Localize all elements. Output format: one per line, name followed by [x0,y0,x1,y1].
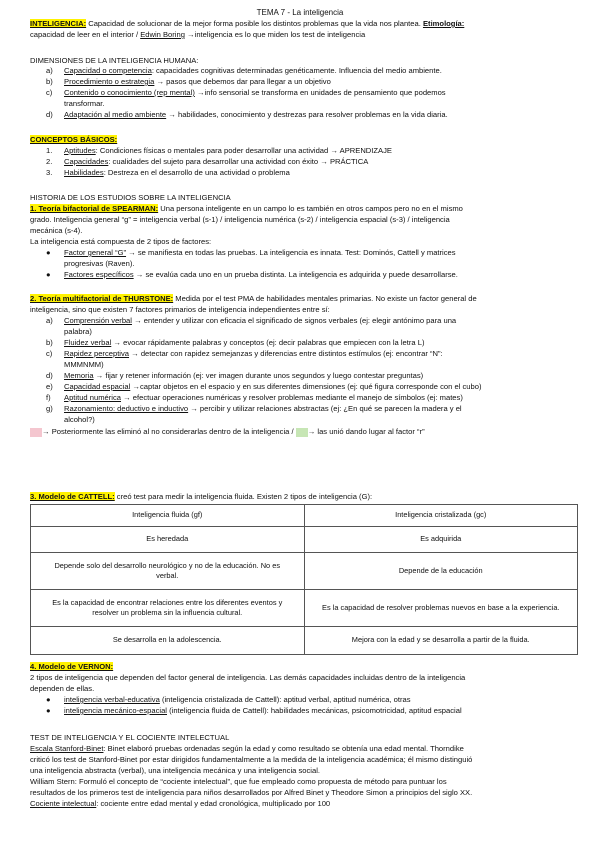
stanford-line-1 [30,744,578,755]
thurstone-item [64,393,576,404]
spearman-line-2: grado. Inteligencia general “g” = inteligencia verbal (s-1) / inteligencia numérica (s-2) / inteligencia espacial (s-3) / inteligencia [30,215,450,224]
thurstone-line-1 [30,294,578,305]
dimension-text: →info sensorial se transforma en unidades de pensamiento que podemos [194,88,446,97]
factor-term: Factores específicos [64,270,134,279]
basic-term: Habilidades [64,168,104,177]
spearman-line-1 [30,204,578,215]
list-marker: b) [46,77,53,86]
basic-term: Aptitudes [64,146,96,155]
stanford-term: Escala Stanford-Binet [30,744,104,753]
stanford-line-3: una inteligencia abstracta (verbal), una inteligencia mecánica y una inteligencia social. [30,766,320,775]
list-marker: 2. [46,157,53,166]
thurstone-text: Medida por el test PMA de habilidades mentales primarias. No existe un factor general de [173,294,477,303]
list-marker: d) [46,371,53,380]
vernon-text: (inteligencia cristalizada de Cattell): aptitud verbal, aptitud numérica, otras [159,695,411,704]
table-cell: Mejora con la edad y se desarrolla a partir de la fluida. [304,627,578,655]
list-marker: c) [46,88,53,97]
thurstone-item [64,349,576,360]
vernon-item [64,695,576,706]
thurstone-title: 2. Teoría multifactorial de THURSTONE: [30,294,174,303]
table-row [31,590,578,627]
thurstone-term: Comprensión verbal [64,316,132,325]
table-row [31,527,578,553]
thurstone-text: →captar objetos en el espacio y en sus diferentes dimensiones (ej: qué figura corresponde con el cubo) [130,382,482,391]
table-cell: Es la capacidad de resolver problemas nuevos en base a la experiencia. [304,590,578,627]
bullet: ● [46,248,51,257]
dimension-term: Capacidad o competencia [64,66,152,75]
list-marker: d) [46,110,53,119]
thurstone-item [64,404,576,415]
table-cell: Se desarrolla en la adolescencia. [31,627,305,655]
dimension-term: Procedimiento o estrategia [64,77,155,86]
thurstone-item [64,316,576,327]
thurstone-continuation: MMMNMM) [64,360,104,369]
later-text-2: → las unió dando lugar al factor “r” [307,427,425,436]
list-marker: f) [46,393,51,402]
table-row [31,553,578,590]
vernon-heading [30,662,578,673]
dimension-term: Adaptación al medio ambiente [64,110,167,119]
factor-text: → se evalúa cada uno en un prueba distinta. La inteligencia es adquirida y puede desarrollarse. [133,270,458,279]
stanford-line-2: criticó los test de Stanford-Binet por estar dirigidos fundamentalmente a la medida de la inteligencia académica; él mismo distinguió [30,755,473,764]
pink-swatch [30,428,42,437]
intro-line-1 [30,19,578,30]
dimension-text: : capacidades cognitivas determinadas genéticamente. Influencia del medio ambiente. [151,66,442,75]
thurstone-text: → efectuar operaciones numéricas y resolver problemas mediante el manejo de símbolos (ej: mates) [120,393,463,402]
factors-intro: La inteligencia está compuesta de 2 tipos de factores: [30,237,212,246]
dimension-item [64,88,576,99]
basic-text: : cualidades del sujeto para desarrollar una actividad con éxito → PRÁCTICA [108,157,369,166]
thurstone-term: Memoria [64,371,94,380]
spearman-title: 1. Teoría bifactorial de SPEARMAN: [30,204,159,213]
list-marker: 3. [46,168,53,177]
dimension-text: → habilidades, conocimiento y destrezas para resolver problemas en la vida diaria. [166,110,448,119]
basic-item [64,146,576,157]
vernon-line-1: 2 tipos de inteligencia que dependen del factor general de inteligencia. Las demás capacidades incluidas dentro de la inteligencia [30,673,466,682]
dimension-item [64,110,576,121]
thurstone-item [64,382,576,393]
vernon-term: inteligencia mecánico-espacial [64,706,167,715]
intelligence-term: INTELIGENCIA: [30,19,87,28]
dimension-text: → pasos que debemos dar para llegar a un objetivo [154,77,331,86]
ci-term: Cociente intelectual [30,799,97,808]
cattell-title: 3. Modelo de CATTELL: [30,492,115,501]
basic-item [64,157,576,168]
etymology-text: capacidad de leer en el interior / [30,30,141,39]
vernon-text: (inteligencia fluida de Cattell): habilidades mecánicas, psicomotricidad, aptitud espacial [167,706,462,715]
boring-text: →inteligencia es lo que miden los test de inteligencia [184,30,366,39]
thurstone-item [64,371,576,382]
thurstone-term: Fluidez verbal [64,338,112,347]
stanford-text: : Binet elaboró pruebas ordenadas según la edad y como resultado se obtenía una edad mental. Thorndike [103,744,464,753]
thurstone-term: Aptitud numérica [64,393,121,402]
factor-item [64,248,576,259]
spearman-text: Una persona inteligente en un campo lo es también en otros campos pero no en el mismo [158,204,463,213]
basics-heading-text: CONCEPTOS BÁSICOS: [30,135,118,144]
list-marker: c) [46,349,53,358]
dimension-continuation: transformar. [64,99,105,108]
list-marker: 1. [46,146,53,155]
ci-line [30,799,578,810]
table-cell: Inteligencia fluida (gf) [31,505,305,527]
basic-text: : Condiciones físicas o mentales para poder desarrollar una actividad → APRENDIZAJE [95,146,392,155]
history-heading: HISTORIA DE LOS ESTUDIOS SOBRE LA INTELIGENCIA [30,193,231,202]
thurstone-later-line [30,427,578,438]
table-cell: Depende solo del desarrollo neurológico y no de la educación. No es verbal. [31,553,305,590]
spearman-line-3: mecánica (s-4). [30,226,83,235]
basic-text: : Destreza en el desarrollo de una actividad o problema [103,168,290,177]
thurstone-text: → fijar y retener información (ej: ver imagen durante unos segundos y luego contestar preguntas) [93,371,424,380]
list-marker: a) [46,316,53,325]
basics-heading [30,135,578,146]
cattell-table [30,504,578,655]
ci-text: : cociente entre edad mental y edad cronológica, multiplicado por 100 [96,799,331,808]
later-text-1: → Posteriormente las eliminó al no considerarlas dentro de la inteligencia / [42,427,296,436]
dimension-item [64,77,576,88]
dimensions-heading: DIMENSIONES DE LA INTELIGENCIA HUMANA: [30,56,199,65]
vernon-term: inteligencia verbal-educativa [64,695,160,704]
thurstone-text: → evocar rápidamente palabras y conceptos (ej: decir palabras que empiecen con la letra L) [111,338,425,347]
thurstone-line-2: inteligencia, sino que existen 7 factores primarios de inteligencia independientes entre sí: [30,305,330,314]
dimension-term: Contenido o conocimiento (rep mental) [64,88,195,97]
thurstone-text: → percibir y utilizar relaciones abstractas (ej: ¿En qué se parecen la madera y el [188,404,462,413]
list-marker: g) [46,404,53,413]
thurstone-text: → entender y utilizar con eficacia el significado de signos verbales (ej: elegir antónimo para una [131,316,457,325]
factor-item [64,270,576,281]
thurstone-item [64,338,576,349]
tests-heading: TEST DE INTELIGENCIA Y EL COCIENTE INTELECTUAL [30,733,230,742]
vernon-title: 4. Modelo de VERNON: [30,662,114,671]
thurstone-term: Razonamiento: deductivo e inductivo [64,404,189,413]
bullet: ● [46,695,51,704]
page-title: TEMA 7 - La inteligencia [256,8,344,17]
vernon-line-2: dependen de ellas. [30,684,95,693]
etymology-label: Etimología: [422,19,465,28]
thurstone-continuation: alcohol?) [64,415,95,424]
basic-term: Capacidades [64,157,109,166]
intro-definition: Capacidad de solucionar de la mejor forma posible los distintos problemas que la vida nos plantea. [86,19,423,28]
green-swatch [296,428,308,437]
table-cell: Es adquirida [304,527,578,553]
stern-line-1: William Stern: Formuló el concepto de “cociente intelectual”, que fue empleado como propuesta de método para puntuar los [30,777,447,786]
dimension-item [64,66,576,77]
list-marker: a) [46,66,53,75]
table-cell: Inteligencia cristalizada (gc) [304,505,578,527]
factor-continuation: progresivas (Raven). [64,259,135,268]
thurstone-term: Capacidad espacial [64,382,131,391]
stern-line-2: resultados de los primeros test de inteligencia para niños desarrollados por Alfred Binet y Theodore Simon a principios del siglo XX. [30,788,473,797]
list-marker: e) [46,382,53,391]
basic-item [64,168,576,179]
factor-term: Factor general “G” [64,248,127,257]
thurstone-continuation: palabra) [64,327,92,336]
table-row [31,505,578,527]
bullet: ● [46,706,51,715]
intro-line-2 [30,30,578,41]
cattell-line [30,492,578,503]
vernon-item [64,706,576,717]
table-cell: Es la capacidad de encontrar relaciones entre los diferentes eventos y resolver un problema sin la influencia cultural. [31,590,305,627]
thurstone-text: → detectar con rapidez semejanzas y diferencias entre distintos estímulos (ej: encontrar “N”: [129,349,443,358]
cattell-text: creó test para medir la inteligencia fluida. Existen 2 tipos de inteligencia (G): [114,492,373,501]
table-cell: Depende de la educación [304,553,578,590]
list-marker: b) [46,338,53,347]
thurstone-term: Rapidez perceptiva [64,349,130,358]
factor-text: → se manifiesta en todas las pruebas. La inteligencia es innata. Test: Dominós, Cattell y matrices [126,248,456,257]
table-row [31,627,578,655]
boring-name: Edwin Boring [140,30,185,39]
table-cell: Es heredada [31,527,305,553]
bullet: ● [46,270,51,279]
